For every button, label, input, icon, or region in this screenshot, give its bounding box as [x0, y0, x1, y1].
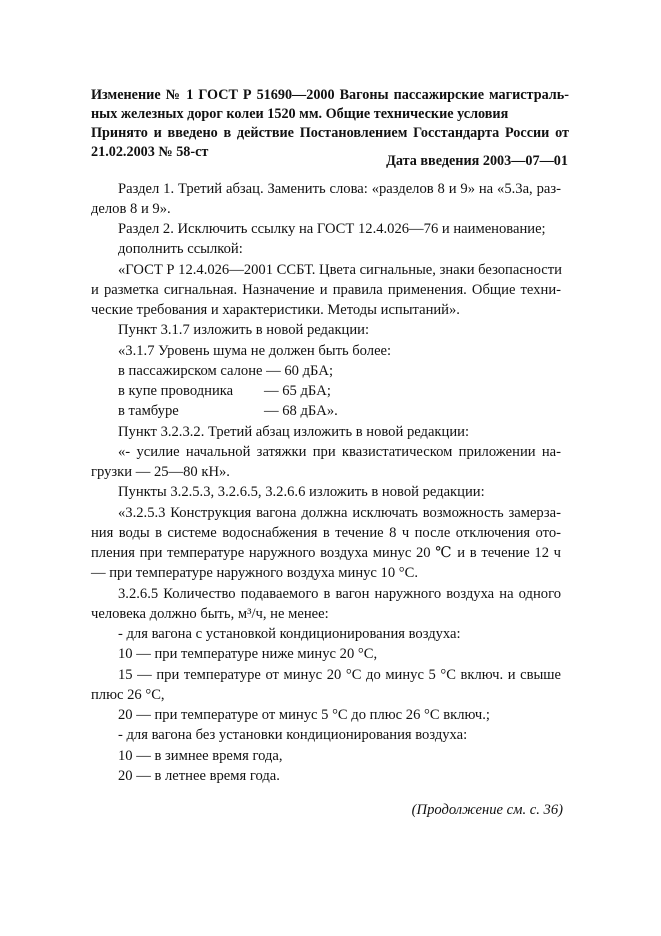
text-line: ческие требования и характеристики. Методы испытаний». [91, 302, 460, 318]
text-line: и разметка сигнальная. Назначение и правила применения. Общие техни- [91, 282, 561, 298]
text-line: 20 — при температуре от минус 5 °С до плюс 26 °С включ.; [118, 707, 490, 723]
noise-vestibule-value: — 68 дБA». [264, 403, 338, 419]
text-line: 20 — в летнее время года. [118, 768, 280, 784]
text-line: плюс 26 °С, [91, 687, 165, 703]
text-line: пления при температуре наружного воздуха минус 20 ℃ и в течение 12 ч [91, 545, 561, 561]
text-line: ния воды в системе водоснабжения в течение 8 ч после отключения ото- [91, 525, 561, 541]
text-line: Раздел 2. Исключить ссылку на ГОСТ 12.4.026—76 и наименование; [118, 221, 546, 237]
text-line: Раздел 1. Третий абзац. Заменить слова: «разделов 8 и 9» на «5.3а, раз- [118, 181, 561, 197]
text-line: Пункт 3.1.7 изложить в новой редакции: [118, 322, 370, 338]
text-line: грузки — 25—80 кН». [91, 464, 230, 480]
text-line: — при температуре наружного воздуха минус 10 °С. [91, 565, 419, 581]
text-line: 3.2.6.5 Количество подаваемого в вагон наружного воздуха на одного [118, 586, 561, 602]
adoption-line-1: Принято и введено в действие Постановлением Госстандарта России от [91, 125, 569, 141]
noise-vestibule-label: в тамбуре [118, 403, 179, 419]
adoption-line-2: 21.02.2003 № 58-ст [91, 144, 209, 160]
continuation-note: (Продолжение см. с. 36) [411, 802, 563, 818]
text-line: «ГОСТ Р 12.4.026—2001 ССБТ. Цвета сигнальные, знаки безопасности [118, 262, 562, 278]
text-line: - для вагона с установкой кондиционирования воздуха: [118, 626, 461, 642]
amendment-title-line-1: Изменение № 1 ГОСТ Р 51690—2000 Вагоны пассажирские магистраль- [91, 87, 569, 103]
text-line: Пункты 3.2.5.3, 3.2.6.5, 3.2.6.6 изложить в новой редакции: [118, 484, 485, 500]
text-line: 15 — при температуре от минус 20 °С до минус 5 °С включ. и свыше [118, 667, 561, 683]
text-line: делов 8 и 9». [91, 201, 171, 217]
noise-salon-line: в пассажирском салоне — 60 дБA; [118, 363, 334, 379]
amendment-title-line-2: ных железных дорог колеи 1520 мм. Общие технические условия [91, 106, 509, 122]
effective-date: Дата введения 2003—07—01 [386, 153, 568, 169]
text-line: «- усилие начальной затяжки при квазистатическом приложении на- [118, 444, 561, 460]
text-line: «3.1.7 Уровень шума не должен быть более: [118, 343, 392, 359]
text-line: 10 — при температуре ниже минус 20 °С, [118, 646, 378, 662]
text-line: дополнить ссылкой: [118, 241, 243, 257]
text-line: - для вагона без установки кондиционирования воздуха: [118, 727, 468, 743]
noise-compartment-label: в купе проводника [118, 383, 234, 399]
text-line: Пункт 3.2.3.2. Третий абзац изложить в новой редакции: [118, 424, 469, 440]
text-line: 10 — в зимнее время года, [118, 748, 283, 764]
text-line: человека должно быть, м³/ч, не менее: [91, 606, 329, 622]
text-line: «3.2.5.3 Конструкция вагона должна исключать возможность замерза- [118, 505, 561, 521]
noise-compartment-value: — 65 дБA; [264, 383, 331, 399]
